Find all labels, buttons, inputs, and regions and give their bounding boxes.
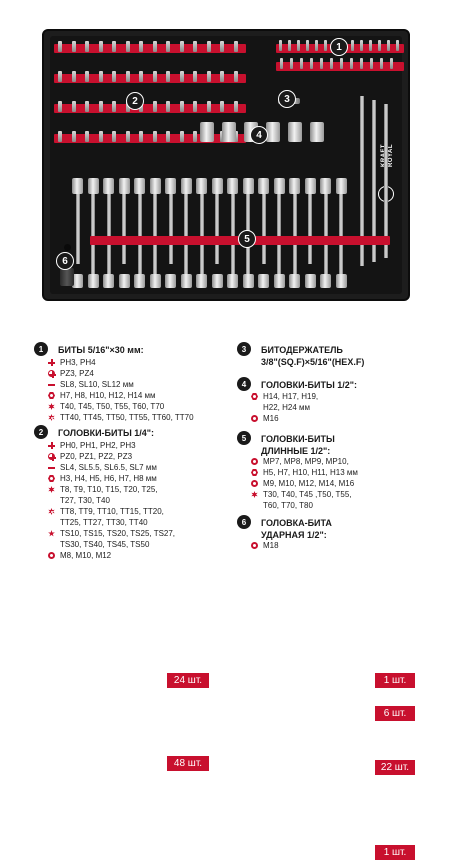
bit-icon	[153, 71, 157, 82]
quantity-badge-2: 48 шт.	[167, 756, 209, 771]
item-number-badge: 1	[34, 342, 48, 356]
socket-icon	[165, 274, 176, 288]
callout-badge-3: 3	[278, 90, 296, 108]
spec-row	[251, 540, 279, 551]
bit-icon	[220, 41, 224, 52]
bit-icon	[180, 131, 184, 142]
socket-icon	[119, 274, 130, 288]
bit-icon	[58, 101, 62, 112]
slotted-icon	[48, 381, 55, 388]
spec-row	[251, 478, 358, 489]
slotted-icon	[48, 464, 55, 471]
socket-icon	[289, 178, 300, 194]
item-number-badge: 6	[237, 515, 251, 529]
spec-row	[48, 440, 175, 451]
socket-icon	[288, 122, 302, 142]
item-5-rows	[251, 456, 358, 511]
spec-text: T30, T40, T45 ,T50, T55,	[263, 490, 352, 499]
bit-icon	[112, 101, 116, 112]
item-title: ГОЛОВКА-БИТА УДАРНАЯ 1/2":	[261, 518, 332, 540]
bit-icon	[360, 40, 363, 51]
socket-icon	[305, 274, 316, 288]
socket-icon	[103, 178, 114, 194]
socket-icon	[222, 122, 236, 142]
bit-icon	[99, 131, 103, 142]
socket-icon	[88, 274, 99, 288]
spec-text: H22, H24 мм	[263, 403, 311, 412]
bit-icon	[390, 58, 393, 69]
bit-icon	[126, 41, 130, 52]
spline-icon	[251, 415, 258, 422]
tray-foam	[50, 36, 402, 294]
long-bit-shaft	[215, 194, 219, 264]
spec-text: T27, T30, T40	[60, 496, 110, 505]
socket-icon	[212, 274, 223, 288]
bit-icon	[234, 71, 238, 82]
torx-tamper-icon	[48, 508, 55, 515]
bit-icon	[340, 58, 343, 69]
long-bit-shaft	[91, 194, 95, 276]
spec-text: M16	[263, 414, 279, 423]
bit-icon	[180, 41, 184, 52]
spec-row	[48, 495, 175, 506]
item-4-rows	[251, 391, 318, 424]
bit-icon	[166, 101, 170, 112]
hex-icon	[251, 469, 258, 476]
socket-icon	[196, 178, 207, 194]
quantity-badge-1: 24 шт.	[167, 673, 209, 688]
spec-text: TT8, TT9, TT10, TT15, TT20,	[60, 507, 164, 516]
item-title: БИТОДЕРЖАТЕЛЬ 3/8"(SQ.F)×5/16"(HEX.F)	[261, 345, 365, 367]
bit-icon	[139, 131, 143, 142]
bit-icon	[180, 101, 184, 112]
callout-badge-6: 6	[56, 252, 74, 270]
long-bit-icon	[384, 104, 388, 258]
bit-icon	[166, 71, 170, 82]
bit-icon	[380, 58, 383, 69]
bit-icon	[153, 131, 157, 142]
bit-icon	[126, 131, 130, 142]
socket-icon	[320, 178, 331, 194]
spec-row	[251, 413, 318, 424]
bit-rail	[54, 134, 246, 143]
hex-icon	[251, 393, 258, 400]
socket-icon	[181, 274, 192, 288]
bit-icon	[85, 71, 89, 82]
spec-row	[48, 451, 175, 462]
bit-icon	[58, 71, 62, 82]
bit-icon	[85, 101, 89, 112]
item-6-rows	[251, 540, 279, 551]
long-bit-shaft	[308, 194, 312, 264]
bit-icon	[139, 41, 143, 52]
socket-icon	[289, 274, 300, 288]
bit-icon	[320, 58, 323, 69]
bit-icon	[387, 40, 390, 51]
bit-icon	[207, 41, 211, 52]
quantity-badge-6: 1 шт.	[375, 845, 415, 860]
spec-row	[48, 473, 175, 484]
star-icon	[48, 530, 55, 537]
socket-icon	[150, 178, 161, 194]
spec-row	[48, 368, 194, 379]
bit-icon	[193, 41, 197, 52]
bit-icon	[290, 58, 293, 69]
socket-icon	[72, 178, 83, 194]
spec-row	[48, 528, 175, 539]
spec-row	[251, 402, 318, 413]
spec-row	[48, 506, 175, 517]
socket-icon	[227, 178, 238, 194]
callout-badge-5: 5	[238, 230, 256, 248]
spec-row	[48, 357, 194, 368]
spline-icon	[251, 542, 258, 549]
spec-text: T40, T45, T50, T55, T60, T70	[60, 402, 165, 411]
quantity-badge-5: 22 шт.	[375, 760, 415, 775]
hex-icon	[48, 392, 55, 399]
long-bit-shaft	[231, 194, 235, 276]
bit-icon	[288, 40, 291, 51]
spec-row	[251, 456, 358, 467]
spec-text: T60, T70, T80	[263, 501, 313, 510]
spec-text: MP7, MP8, MP9, MP10,	[263, 457, 349, 466]
bit-icon	[166, 41, 170, 52]
spec-row	[48, 539, 175, 550]
bit-icon	[306, 40, 309, 51]
long-bit-shaft	[122, 194, 126, 264]
bit-icon	[370, 58, 373, 69]
bit-icon	[234, 41, 238, 52]
bit-icon	[300, 58, 303, 69]
tool-tray	[42, 29, 410, 301]
bit-icon	[280, 58, 283, 69]
bit-icon	[72, 131, 76, 142]
spec-row	[48, 462, 175, 473]
item-number-badge: 5	[237, 431, 251, 445]
long-bit-shaft	[277, 194, 281, 276]
spec-text: PH3, PH4	[60, 358, 96, 367]
bit-icon	[99, 101, 103, 112]
item-number-badge: 2	[34, 425, 48, 439]
bit-icon	[153, 41, 157, 52]
bit-icon	[193, 71, 197, 82]
spec-text: TS10, TS15, TS20, TS25, TS27,	[60, 529, 176, 538]
spec-row	[48, 517, 175, 528]
bit-icon	[112, 41, 116, 52]
spec-text: H3, H4, H5, H6, H7, H8 мм	[60, 474, 157, 483]
brand-line-2: ROYAL	[388, 144, 395, 167]
spline-icon	[251, 480, 258, 487]
bit-icon	[315, 40, 318, 51]
torx-icon	[48, 403, 55, 410]
socket-icon	[243, 178, 254, 194]
long-bit-shaft	[262, 194, 266, 264]
bit-icon	[180, 71, 184, 82]
quantity-badge-4: 6 шт.	[375, 706, 415, 721]
bit-icon	[166, 131, 170, 142]
pozidriv-icon	[48, 370, 55, 377]
socket-icon	[200, 122, 214, 142]
spec-text: PH0, PH1, PH2, PH3	[60, 441, 136, 450]
spec-text: TT40, TT45, TT50, TT55, TT60, TT70	[60, 413, 194, 422]
bit-icon	[297, 40, 300, 51]
spec-text: T8, T9, T10, T15, T20, T25,	[60, 485, 158, 494]
bit-icon	[220, 101, 224, 112]
bit-icon	[310, 58, 313, 69]
socket-icon	[134, 274, 145, 288]
spec-row	[48, 412, 194, 423]
bit-icon	[330, 58, 333, 69]
item-title: БИТЫ 5/16"×30 мм:	[58, 345, 144, 355]
spec-text: PZ0, PZ1, PZ2, PZ3	[60, 452, 133, 461]
socket-icon	[119, 178, 130, 194]
socket-icon	[103, 274, 114, 288]
socket-icon	[212, 178, 223, 194]
socket-icon	[310, 122, 324, 142]
quantity-badge-3: 1 шт.	[375, 673, 415, 688]
callout-badge-1: 1	[330, 38, 348, 56]
spec-text: SL8, SL10, SL12 мм	[60, 380, 134, 389]
callout-badge-2: 2	[126, 92, 144, 110]
bit-icon	[234, 101, 238, 112]
callout-badge-4: 4	[250, 126, 268, 144]
bit-icon	[369, 40, 372, 51]
spec-row	[48, 550, 175, 561]
spec-text: PZ3, PZ4	[60, 369, 94, 378]
bit-icon	[350, 58, 353, 69]
spec-text: TS30, TS40, TS45, TS50	[60, 540, 150, 549]
bit-icon	[99, 41, 103, 52]
item-title: ГОЛОВКИ-БИТЫ ДЛИННЫЕ 1/2":	[261, 434, 335, 456]
impact-socket-icon	[60, 268, 74, 286]
socket-icon	[258, 274, 269, 288]
spec-row	[251, 489, 358, 500]
spec-text: H14, H17, H19,	[263, 392, 319, 401]
socket-icon	[258, 178, 269, 194]
long-bit-shaft	[169, 194, 173, 264]
spec-row	[48, 484, 175, 495]
bit-rail	[54, 74, 246, 83]
bit-icon	[220, 71, 224, 82]
socket-icon	[274, 274, 285, 288]
hex-icon	[48, 475, 55, 482]
socket-icon	[134, 178, 145, 194]
bit-icon	[279, 40, 282, 51]
item-2-rows	[48, 440, 175, 561]
bit-icon	[112, 71, 116, 82]
socket-icon	[181, 178, 192, 194]
bit-icon	[207, 101, 211, 112]
bit-icon	[153, 101, 157, 112]
bit-icon	[378, 40, 381, 51]
phillips-icon	[48, 359, 55, 366]
long-bit-shaft	[324, 194, 328, 276]
socket-icon	[274, 178, 285, 194]
item-title: ГОЛОВКИ-БИТЫ 1/4":	[58, 428, 155, 438]
spline-icon	[251, 458, 258, 465]
impact-socket-slot	[64, 244, 71, 251]
spec-text: M18	[263, 541, 279, 550]
item-number-badge: 3	[237, 342, 251, 356]
bit-icon	[85, 41, 89, 52]
spec-text: M9, M10, M12, M14, M16	[263, 479, 355, 488]
socket-icon	[227, 274, 238, 288]
bit-icon	[85, 131, 89, 142]
socket-icon	[243, 274, 254, 288]
bit-icon	[351, 40, 354, 51]
bit-icon	[72, 71, 76, 82]
item-1-rows	[48, 357, 194, 423]
bit-icon	[126, 71, 130, 82]
bit-icon	[139, 71, 143, 82]
socket-icon	[305, 178, 316, 194]
socket-icon	[336, 178, 347, 194]
socket-icon	[320, 274, 331, 288]
bit-icon	[193, 131, 197, 142]
bit-icon	[58, 41, 62, 52]
bit-icon	[396, 40, 399, 51]
torx-icon	[48, 486, 55, 493]
phillips-icon	[48, 442, 55, 449]
spec-row	[48, 379, 194, 390]
socket-icon	[336, 274, 347, 288]
socket-icon	[88, 178, 99, 194]
spec-row	[251, 467, 358, 478]
pozidriv-icon	[48, 453, 55, 460]
item-number-badge: 4	[237, 377, 251, 391]
long-bit-shaft	[138, 194, 142, 276]
bit-icon	[72, 101, 76, 112]
long-bit-shaft	[184, 194, 188, 276]
torx-tamper-icon	[48, 414, 55, 421]
bit-icon	[207, 71, 211, 82]
spec-row	[48, 401, 194, 412]
contents-legend	[0, 330, 450, 858]
spline-icon	[48, 552, 55, 559]
bit-rail	[54, 44, 246, 53]
bit-icon	[112, 131, 116, 142]
socket-icon	[165, 178, 176, 194]
bit-icon	[99, 71, 103, 82]
bit-rail	[54, 104, 246, 113]
spec-text: M8, M10, M12	[60, 551, 112, 560]
spec-row	[251, 500, 358, 511]
spec-row	[251, 391, 318, 402]
bit-icon	[193, 101, 197, 112]
bit-icon	[58, 131, 62, 142]
item-title: ГОЛОВКИ-БИТЫ 1/2":	[261, 380, 358, 390]
torx-icon	[251, 491, 258, 498]
socket-icon	[150, 274, 161, 288]
bit-icon	[360, 58, 363, 69]
spec-text: TT25, TT27, TT30, TT40	[60, 518, 148, 527]
spec-text: H7, H8, H10, H12, H14 мм	[60, 391, 156, 400]
spec-text: SL4, SL5.5, SL6.5, SL7 мм	[60, 463, 157, 472]
spec-row	[48, 390, 194, 401]
socket-icon	[196, 274, 207, 288]
long-bit-shaft	[76, 194, 80, 264]
bit-icon	[324, 40, 327, 51]
socket-icon	[266, 122, 280, 142]
bit-icon	[72, 41, 76, 52]
spec-text: H5, H7, H10, H11, H13 мм	[263, 468, 358, 477]
